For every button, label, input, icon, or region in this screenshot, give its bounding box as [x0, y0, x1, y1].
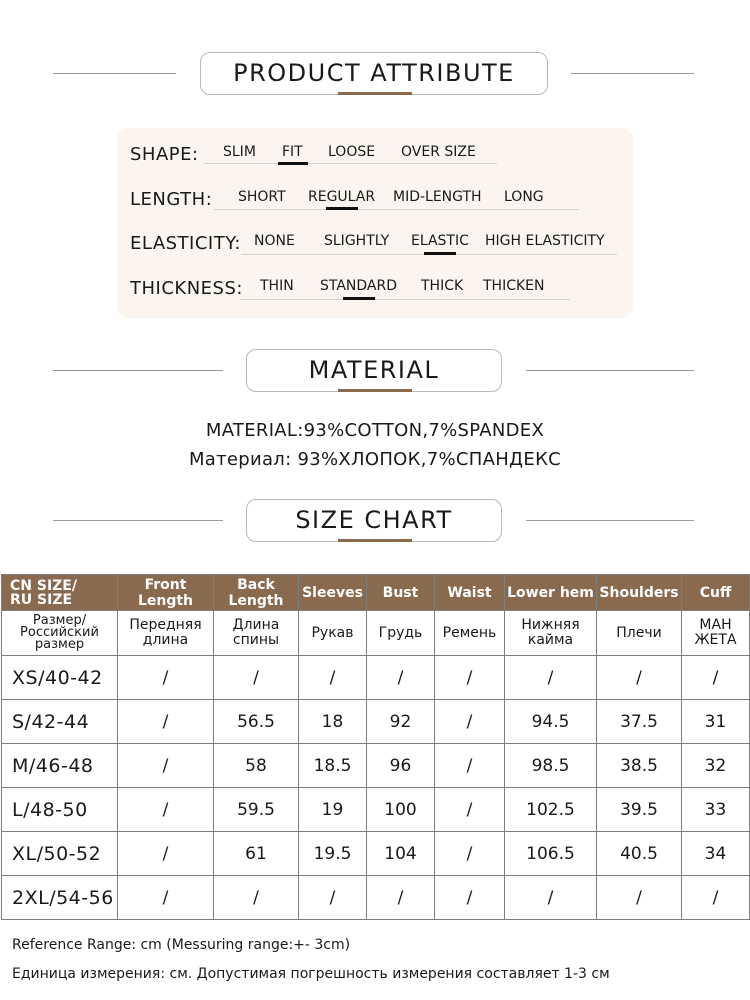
table-cell: /: [118, 744, 214, 788]
size-label-cell: S/42-44: [2, 700, 118, 744]
size-label-cell: 2XL/54-56: [2, 876, 118, 920]
attribute-option: LONG: [504, 189, 544, 205]
column-header: Bust: [367, 575, 435, 611]
table-row: [2, 876, 750, 920]
table-cell: /: [118, 876, 214, 920]
table-row: [2, 788, 750, 832]
table-row: [2, 832, 750, 876]
column-header: Cuff: [682, 575, 750, 611]
attribute-option: SLIM: [223, 144, 256, 160]
column-header-ru: Грудь: [367, 611, 435, 656]
column-header: Lower hem: [505, 575, 597, 611]
divider-left: [53, 73, 176, 74]
attribute-label: ELASTICITY:: [130, 233, 241, 254]
table-cell: 18.5: [299, 744, 367, 788]
size-chart-table: [1, 574, 750, 920]
table-cell: 40.5: [597, 832, 682, 876]
table-cell: 34: [682, 832, 750, 876]
divider-left: [53, 520, 223, 521]
column-header-ru: Плечи: [597, 611, 682, 656]
table-cell: /: [214, 656, 299, 700]
table-cell: 39.5: [597, 788, 682, 832]
table-cell: /: [214, 876, 299, 920]
attribute-option: THICK: [421, 278, 464, 294]
table-cell: /: [682, 876, 750, 920]
table-cell: /: [435, 788, 505, 832]
table-row: [2, 700, 750, 744]
size-label-cell: L/48-50: [2, 788, 118, 832]
table-cell: /: [435, 876, 505, 920]
selected-marker: [326, 207, 358, 210]
table-cell: 94.5: [505, 700, 597, 744]
column-header: Front Length: [118, 575, 214, 611]
size-label-cell: M/46-48: [2, 744, 118, 788]
table-cell: 56.5: [214, 700, 299, 744]
table-cell: /: [435, 832, 505, 876]
column-header-ru: МАН ЖЕТА: [682, 611, 750, 656]
table-cell: /: [118, 832, 214, 876]
attribute-row-length: [117, 186, 633, 216]
attribute-option: THIN: [260, 278, 294, 294]
table-cell: /: [435, 656, 505, 700]
table-cell: 106.5: [505, 832, 597, 876]
attribute-option: SLIGHTLY: [324, 233, 390, 249]
table-cell: /: [597, 656, 682, 700]
table-cell: /: [367, 656, 435, 700]
selected-marker: [424, 252, 456, 255]
column-header-ru: Нижняя кайма: [505, 611, 597, 656]
attribute-option: NONE: [254, 233, 295, 249]
selected-marker: [278, 162, 308, 165]
table-header-row-ru: [2, 611, 750, 656]
attribute-row-shape: [117, 140, 633, 170]
table-row: [2, 656, 750, 700]
selected-marker: [343, 297, 375, 300]
attribute-row-thickness: [117, 275, 633, 305]
attribute-option: HIGH ELASTICITY: [485, 233, 605, 249]
table-cell: /: [299, 876, 367, 920]
table-cell: 102.5: [505, 788, 597, 832]
table-cell: 31: [682, 700, 750, 744]
column-header-ru: Рукав: [299, 611, 367, 656]
table-cell: 18: [299, 700, 367, 744]
table-row: [2, 744, 750, 788]
title-underline: [338, 92, 412, 95]
attribute-option-selected: REGULAR: [308, 189, 376, 205]
material-section-title: MATERIAL: [246, 349, 502, 392]
table-cell: 33: [682, 788, 750, 832]
attribute-baseline: [240, 299, 570, 300]
attribute-baseline: [214, 209, 579, 210]
material-text-ru: Материал: 93%ХЛОПОК,7%СПАНДЕКС: [188, 449, 562, 470]
column-header: CN SIZE/ RU SIZE: [2, 575, 118, 611]
table-cell: 61: [214, 832, 299, 876]
table-cell: 58: [214, 744, 299, 788]
attribute-baseline: [204, 163, 497, 164]
size-label-cell: XS/40-42: [2, 656, 118, 700]
column-header: Back Length: [214, 575, 299, 611]
column-header: Sleeves: [299, 575, 367, 611]
divider-right: [526, 370, 694, 371]
table-cell: 100: [367, 788, 435, 832]
table-cell: 38.5: [597, 744, 682, 788]
table-cell: /: [299, 656, 367, 700]
attribute-option: MID-LENGTH: [393, 189, 482, 205]
table-cell: /: [505, 876, 597, 920]
table-cell: /: [435, 744, 505, 788]
attribute-label: LENGTH:: [130, 189, 213, 210]
footer-note-en: Reference Range: cm (Messuring range:+- 3cm): [12, 937, 351, 953]
divider-right: [571, 73, 694, 74]
table-cell: /: [367, 876, 435, 920]
table-cell: /: [118, 700, 214, 744]
table-cell: 92: [367, 700, 435, 744]
column-header: Shoulders: [597, 575, 682, 611]
table-cell: 32: [682, 744, 750, 788]
attribute-panel: [117, 128, 633, 318]
table-cell: 96: [367, 744, 435, 788]
attribute-label: SHAPE:: [130, 144, 199, 165]
attribute-option: LOOSE: [328, 144, 376, 160]
table-cell: 59.5: [214, 788, 299, 832]
title-underline: [338, 539, 412, 542]
table-cell: /: [505, 656, 597, 700]
size-label-cell: XL/50-52: [2, 832, 118, 876]
table-cell: 98.5: [505, 744, 597, 788]
attribute-option-selected: FIT: [282, 144, 303, 160]
size-chart-section-title: SIZE CHART: [246, 499, 502, 542]
column-header-ru: Длина спины: [214, 611, 299, 656]
attribute-option-selected: STANDARD: [320, 278, 398, 294]
table-cell: 104: [367, 832, 435, 876]
table-cell: /: [597, 876, 682, 920]
column-header-ru: Передняя длина: [118, 611, 214, 656]
table-header-row-en: [2, 575, 750, 611]
material-text-en: MATERIAL:93%COTTON,7%SPANDEX: [205, 420, 545, 441]
table-cell: 19.5: [299, 832, 367, 876]
table-cell: /: [118, 656, 214, 700]
attribute-option: THICKEN: [483, 278, 545, 294]
column-header-ru: Размер/ Российский размер: [2, 611, 118, 656]
attribute-option: OVER SIZE: [401, 144, 476, 160]
title-underline: [338, 389, 412, 392]
table-cell: 37.5: [597, 700, 682, 744]
column-header: Waist: [435, 575, 505, 611]
divider-right: [526, 520, 694, 521]
table-cell: /: [118, 788, 214, 832]
table-cell: 19: [299, 788, 367, 832]
column-header-ru: Ремень: [435, 611, 505, 656]
footer-note-ru: Единица измерения: см. Допустимая погрешность измерения составляет 1-3 см: [12, 966, 610, 982]
table-cell: /: [435, 700, 505, 744]
attribute-section-title: PRODUCT ATTRIBUTE: [200, 52, 548, 95]
attribute-option-selected: ELASTIC: [411, 233, 469, 249]
divider-left: [53, 370, 223, 371]
attribute-row-elasticity: [117, 230, 633, 260]
table-cell: /: [682, 656, 750, 700]
attribute-label: THICKNESS:: [130, 278, 243, 299]
attribute-option: SHORT: [238, 189, 286, 205]
